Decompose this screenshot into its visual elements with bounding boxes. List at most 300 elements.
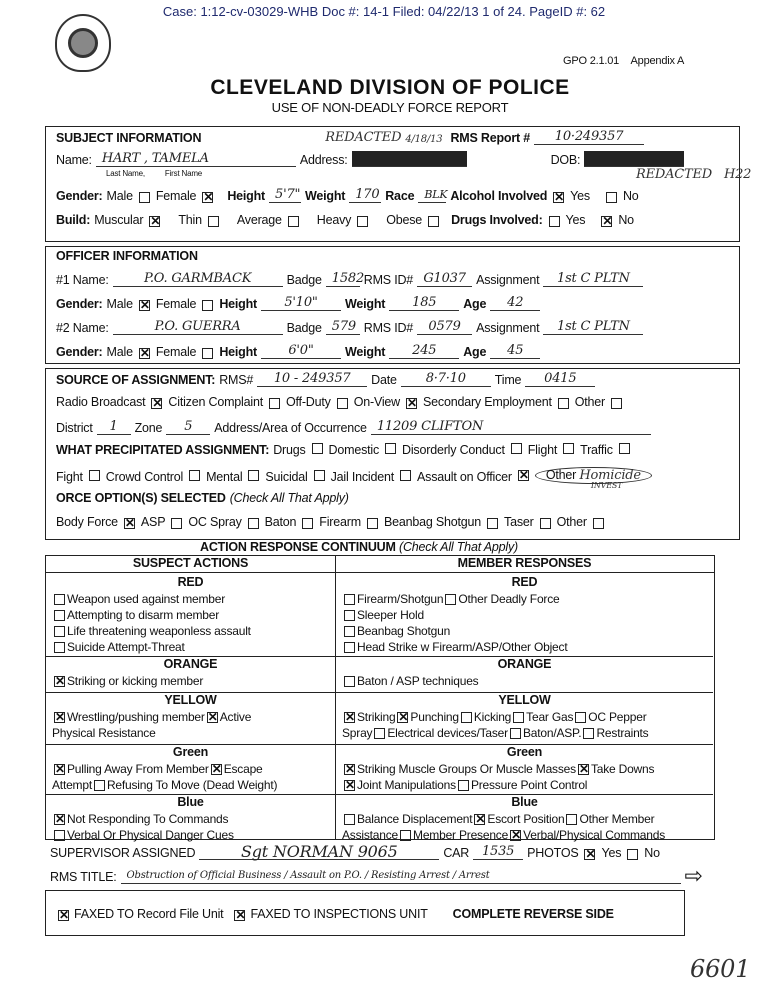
- citizen-complaint-label: Citizen Complaint: [168, 395, 263, 409]
- pulling-away-from-member-checkbox[interactable]: [54, 764, 65, 775]
- baton-checkbox[interactable]: [302, 518, 313, 529]
- joint-manipulations-checkbox[interactable]: [344, 780, 355, 791]
- escape-label: Escape: [223, 762, 263, 776]
- kicking-checkbox[interactable]: [461, 712, 472, 723]
- weapon-used-against-member-label: Weapon used against member: [67, 592, 226, 606]
- other-label: Other: [556, 515, 587, 529]
- gender-label: Gender:: [56, 189, 103, 203]
- average-label: Average: [236, 213, 282, 227]
- escort-position-label: Escort Position: [487, 812, 565, 826]
- assignment-label: Assignment: [476, 321, 540, 335]
- oc-pepper-checkbox[interactable]: [575, 712, 586, 723]
- drugs-no-checkbox[interactable]: [601, 216, 612, 227]
- assault-on-officer-checkbox[interactable]: [518, 470, 529, 481]
- name-field[interactable]: HART , TAMELA: [96, 151, 296, 167]
- sleeper-hold-label: Sleeper Hold: [357, 608, 424, 622]
- traffic-label: Traffic: [580, 443, 613, 457]
- rms-report-label: RMS Report #: [450, 131, 531, 145]
- time-label: Time: [494, 373, 522, 387]
- thin-label: Thin: [178, 213, 202, 227]
- officer-2-details-row: [56, 343, 540, 359]
- beanbag-shotgun-checkbox[interactable]: [344, 626, 355, 637]
- case-header: Case: 1:12-cv-03029-WHB Doc #: 14-1 Filed: 04/22/13 1 of 24. PageID #: 62: [162, 4, 606, 19]
- tear-gas-checkbox[interactable]: [513, 712, 524, 723]
- page-title: CLEVELAND DIVISION OF POLICE: [210, 76, 570, 99]
- balance-displacement-label: Balance Displacement: [357, 812, 473, 826]
- oc-spray-label: OC Spray: [188, 515, 242, 529]
- yes-label: Yes: [565, 213, 586, 227]
- checklist-line: [342, 623, 709, 639]
- weight-label: Weight: [345, 297, 386, 311]
- zone-label: Zone: [134, 421, 163, 435]
- level-yellow-label: YELLOW: [498, 693, 551, 707]
- striking-checkbox[interactable]: [344, 712, 355, 723]
- level-blue-label: Blue: [177, 795, 204, 809]
- force-options-heading: ORCE OPTION(S) SELECTED: [56, 491, 226, 505]
- rms-id-field[interactable]: G1037: [417, 271, 472, 287]
- level-orange-label: ORANGE: [163, 657, 218, 671]
- verbal-or-physical-danger-cues-label: Verbal Or Physical Danger Cues: [67, 828, 234, 842]
- continuum-note: (Check All That Apply): [398, 540, 519, 554]
- supervisor-row: [50, 844, 660, 860]
- pulling-away-from-member-label: Pulling Away From Member: [67, 762, 209, 776]
- pressure-point-control-label: Pressure Point Control: [470, 778, 588, 792]
- radio-broadcast-checkbox[interactable]: [151, 398, 162, 409]
- taser-checkbox[interactable]: [540, 518, 551, 529]
- asp-label: ASP: [140, 515, 166, 529]
- striking-muscle-groups-or-muscle-masses-checkbox[interactable]: [344, 764, 355, 775]
- arrow-icon: ⇨: [684, 863, 703, 888]
- head-strike-w-firearm-asp-other-object-checkbox[interactable]: [344, 642, 355, 653]
- crowd-control-label: Crowd Control: [105, 470, 184, 484]
- muscular-label: Muscular: [94, 213, 144, 227]
- disorderly-conduct-label: Disorderly Conduct: [402, 443, 505, 457]
- suspect-orange-items: [52, 673, 331, 689]
- member-blue-items: [342, 811, 709, 843]
- refusing-to-move-dead-weight-label: Refusing To Move (Dead Weight): [106, 778, 278, 792]
- level-red-label: RED: [177, 575, 204, 589]
- district-label: District: [56, 421, 93, 435]
- fax-inspections-checkbox[interactable]: [234, 910, 245, 921]
- domestic-checkbox[interactable]: [385, 443, 396, 454]
- rms-id-field[interactable]: 0579: [417, 319, 472, 335]
- other-circled: [535, 467, 652, 490]
- address-label: Address:: [299, 153, 348, 167]
- obese-checkbox[interactable]: [428, 216, 439, 227]
- domestic-label: Domestic: [328, 443, 380, 457]
- member-presence-checkbox[interactable]: [400, 830, 411, 841]
- last-name: HART: [101, 151, 140, 166]
- suicide-attempt-threat-checkbox[interactable]: [54, 642, 65, 653]
- checklist-line: [52, 639, 331, 655]
- name-label: Name:: [56, 153, 92, 167]
- male-label: Male: [106, 345, 133, 359]
- checklist-line: [52, 761, 331, 777]
- checklist-line: [52, 591, 331, 607]
- jail-incident-label: Jail Incident: [330, 470, 395, 484]
- tear-gas-label: Tear Gas: [526, 710, 574, 724]
- photos-yes-checkbox[interactable]: [584, 849, 595, 860]
- taser-label: Taser: [504, 515, 534, 529]
- rms-title-field[interactable]: Obstruction of Official Business / Assault on P.O. / Resisting Arrest / Arrest: [121, 868, 681, 884]
- secondary-employment-label: Secondary Employment: [423, 395, 552, 409]
- fax-record-label: FAXED TO Record File Unit: [74, 907, 224, 921]
- body-force-label: Body Force: [56, 515, 118, 529]
- suicidal-checkbox[interactable]: [314, 470, 325, 481]
- officer-information-section: [45, 246, 740, 364]
- mental-checkbox[interactable]: [248, 470, 259, 481]
- restraints-label: Restraints: [596, 726, 649, 740]
- refusing-to-move-dead-weight-checkbox[interactable]: [94, 780, 105, 791]
- officer-1-details-row: [56, 295, 540, 311]
- physical-resistance-label: Physical Resistance: [52, 726, 156, 740]
- verbal-physical-commands-checkbox[interactable]: [510, 830, 521, 841]
- other-field[interactable]: Homicide: [579, 468, 641, 483]
- baton-label: Baton: [264, 515, 297, 529]
- jail-incident-checkbox[interactable]: [400, 470, 411, 481]
- punching-label: Punching: [410, 710, 459, 724]
- suspect-red-items: [52, 591, 331, 655]
- checklist-line: [342, 591, 709, 607]
- checklist-line: [342, 709, 709, 725]
- take-downs-checkbox[interactable]: [578, 764, 589, 775]
- pressure-point-control-checkbox[interactable]: [458, 780, 469, 791]
- weight-label: Weight: [305, 189, 346, 203]
- level-orange-label: ORANGE: [497, 657, 552, 671]
- address-redacted: [352, 151, 467, 167]
- suspect-blue-items: [52, 811, 331, 843]
- suicidal-label: Suicidal: [265, 470, 308, 484]
- beanbag-shotgun-label: Beanbag Shotgun: [357, 624, 451, 638]
- assistance-label: Assistance: [342, 828, 399, 842]
- badge-field[interactable]: 1582: [326, 271, 360, 287]
- time-field[interactable]: 0415: [525, 371, 595, 387]
- checklist-line: [342, 777, 709, 793]
- male-checkbox[interactable]: [139, 192, 150, 203]
- active-checkbox[interactable]: [207, 712, 218, 723]
- other-member-checkbox[interactable]: [566, 814, 577, 825]
- on-view-checkbox[interactable]: [406, 398, 417, 409]
- disorderly-conduct-checkbox[interactable]: [511, 443, 522, 454]
- action-response-table: [45, 555, 715, 840]
- male-label: Male: [106, 189, 133, 203]
- fax-section: [45, 890, 685, 936]
- head-strike-w-firearm-asp-other-object-label: Head Strike w Firearm/ASP/Other Object: [357, 640, 568, 654]
- occurrence-address-label: Address/Area of Occurrence: [214, 421, 367, 435]
- date-label: Date: [371, 373, 397, 387]
- female-checkbox[interactable]: [202, 192, 213, 203]
- age-field[interactable]: 45: [490, 343, 540, 359]
- member-responses-header: MEMBER RESPONSES: [457, 556, 592, 570]
- spray-label: Spray: [342, 726, 373, 740]
- checklist-line: [342, 725, 709, 741]
- alcohol-yes-checkbox[interactable]: [553, 192, 564, 203]
- on-view-label: On-View: [353, 395, 401, 409]
- first-name-sublabel: First Name: [164, 169, 203, 178]
- muscular-checkbox[interactable]: [149, 216, 160, 227]
- suicide-attempt-threat-label: Suicide Attempt-Threat: [67, 640, 185, 654]
- checklist-line: [52, 607, 331, 623]
- drugs-checkbox[interactable]: [312, 443, 323, 454]
- height-label: Height: [219, 345, 257, 359]
- female-label: Female: [155, 345, 197, 359]
- not-responding-to-commands-checkbox[interactable]: [54, 814, 65, 825]
- striking-or-kicking-member-label: Striking or kicking member: [67, 674, 204, 688]
- source-of-assignment-section: [45, 368, 740, 540]
- badge-field[interactable]: 579: [326, 319, 360, 335]
- off-duty-checkbox[interactable]: [337, 398, 348, 409]
- obese-label: Obese: [386, 213, 423, 227]
- striking-or-kicking-member-checkbox[interactable]: [54, 676, 65, 687]
- precipitated-heading: WHAT PRECIPITATED ASSIGNMENT:: [56, 443, 270, 457]
- other-deadly-force-label: Other Deadly Force: [458, 592, 560, 606]
- joint-manipulations-label: Joint Manipulations: [357, 778, 456, 792]
- other-label: Other: [545, 468, 577, 482]
- badge-label: Badge: [286, 273, 322, 287]
- level-green-label: Green: [506, 745, 543, 759]
- secondary-employment-checkbox[interactable]: [558, 398, 569, 409]
- supervisor-field[interactable]: Sgt NORMAN 9065: [199, 844, 439, 860]
- striking-muscle-groups-or-muscle-masses-label: Striking Muscle Groups Or Muscle Masses: [357, 762, 576, 776]
- badge-label: Badge: [286, 321, 322, 335]
- weapon-used-against-member-checkbox[interactable]: [54, 594, 65, 605]
- checklist-line: [52, 777, 331, 793]
- thin-checkbox[interactable]: [208, 216, 219, 227]
- redacted-note: REDACTED: [325, 130, 402, 145]
- weight-field[interactable]: 245: [389, 343, 459, 359]
- balance-displacement-checkbox[interactable]: [344, 814, 355, 825]
- mental-label: Mental: [206, 470, 243, 484]
- checklist-line: [342, 607, 709, 623]
- life-threatening-weaponless-assault-label: Life threatening weaponless assault: [67, 624, 251, 638]
- source-heading: SOURCE OF ASSIGNMENT:: [56, 373, 216, 387]
- wrestling-pushing-member-label: Wrestling/pushing member: [67, 710, 205, 724]
- oc-pepper-label: OC Pepper: [588, 710, 647, 724]
- traffic-checkbox[interactable]: [619, 443, 630, 454]
- active-label: Active: [219, 710, 252, 724]
- height-field[interactable]: 5'10": [261, 295, 341, 311]
- age-label: Age: [463, 297, 487, 311]
- rms-label: RMS#: [219, 373, 254, 387]
- checklist-line: [52, 673, 331, 689]
- baton-asp-techniques-checkbox[interactable]: [344, 676, 355, 687]
- height-field[interactable]: 6'0": [261, 343, 341, 359]
- suspect-actions-column: [46, 556, 336, 842]
- rms-title-label: RMS TITLE:: [50, 870, 117, 884]
- baton-asp-checkbox[interactable]: [510, 728, 521, 739]
- continuum-title: ACTION RESPONSE CONTINUUM: [200, 540, 396, 554]
- zone-field[interactable]: 5: [166, 419, 210, 435]
- rms-report-field[interactable]: 10·249357: [534, 129, 644, 145]
- section-heading: SUBJECT INFORMATION: [56, 131, 202, 145]
- gender-label: Gender:: [56, 297, 103, 311]
- checklist-line: [52, 623, 331, 639]
- average-checkbox[interactable]: [288, 216, 299, 227]
- section-heading: OFFICER INFORMATION: [56, 249, 198, 263]
- subject-information-section: [45, 126, 752, 242]
- force-note: (Check All That Apply): [229, 491, 349, 505]
- firearm-checkbox[interactable]: [367, 518, 378, 529]
- checklist-line: [342, 811, 709, 827]
- female-checkbox[interactable]: [202, 300, 213, 311]
- weight-field[interactable]: 170: [349, 187, 381, 203]
- assignment-field[interactable]: 1st C PLTN: [543, 271, 643, 287]
- heavy-checkbox[interactable]: [357, 216, 368, 227]
- fight-checkbox[interactable]: [89, 470, 100, 481]
- assignment-label: Assignment: [476, 273, 540, 287]
- dob-label: DOB:: [550, 153, 581, 167]
- yes-label: Yes: [601, 846, 622, 860]
- checklist-line: [342, 673, 709, 689]
- appendix-label: Appendix A: [630, 55, 685, 67]
- drugs-label: Drugs: [273, 443, 306, 457]
- continuum-title-row: [200, 540, 518, 554]
- suspect-yellow-items: [52, 709, 331, 741]
- male-label: Male: [106, 297, 133, 311]
- flight-label: Flight: [527, 443, 558, 457]
- member-red-items: [342, 591, 709, 655]
- sleeper-hold-checkbox[interactable]: [344, 610, 355, 621]
- verbal-or-physical-danger-cues-checkbox[interactable]: [54, 830, 65, 841]
- escort-position-checkbox[interactable]: [474, 814, 485, 825]
- drugs-label: Drugs Involved:: [451, 213, 543, 227]
- age-label: Age: [463, 345, 487, 359]
- female-checkbox[interactable]: [202, 348, 213, 359]
- male-checkbox[interactable]: [139, 300, 150, 311]
- officer-1-row: [56, 271, 643, 287]
- alcohol-no-checkbox[interactable]: [606, 192, 617, 203]
- escape-checkbox[interactable]: [211, 764, 222, 775]
- gender-label: Gender:: [56, 345, 103, 359]
- citizen-complaint-checkbox[interactable]: [269, 398, 280, 409]
- officer-number-label: #1 Name:: [56, 273, 109, 287]
- other-member-label: Other Member: [579, 812, 655, 826]
- other-sub-note: INVEST: [590, 481, 623, 490]
- no-label: No: [644, 846, 660, 860]
- asp-checkbox[interactable]: [171, 518, 182, 529]
- kicking-label: Kicking: [473, 710, 512, 724]
- beanbag-shotgun-checkbox[interactable]: [487, 518, 498, 529]
- first-name: TAMELA: [151, 151, 209, 166]
- oc-spray-checkbox[interactable]: [248, 518, 259, 529]
- checklist-line: [342, 761, 709, 777]
- striking-label: Striking: [357, 710, 396, 724]
- district-field[interactable]: 1: [97, 419, 131, 435]
- attempt-label: Attempt: [52, 778, 92, 792]
- date-note: 4/18/13: [405, 134, 443, 145]
- officer-name-field[interactable]: P.O. GUERRA: [113, 319, 283, 335]
- radio-broadcast-label: Radio Broadcast: [56, 395, 146, 409]
- not-responding-to-commands-label: Not Responding To Commands: [67, 812, 229, 826]
- weight-field[interactable]: 185: [389, 295, 459, 311]
- male-checkbox[interactable]: [139, 348, 150, 359]
- other-label: Other: [574, 395, 605, 409]
- wrestling-pushing-member-checkbox[interactable]: [54, 712, 65, 723]
- member-orange-items: [342, 673, 709, 689]
- assignment-field[interactable]: 1st C PLTN: [543, 319, 643, 335]
- member-green-items: [342, 761, 709, 793]
- age-field[interactable]: 42: [490, 295, 540, 311]
- weight-label: Weight: [345, 345, 386, 359]
- checklist-line: [52, 827, 331, 843]
- suspect-green-items: [52, 761, 331, 793]
- take-downs-label: Take Downs: [590, 762, 655, 776]
- race-label: Race: [385, 189, 415, 203]
- fax-record-checkbox[interactable]: [58, 910, 69, 921]
- drugs-yes-checkbox[interactable]: [549, 216, 560, 227]
- body-force-checkbox[interactable]: [124, 518, 135, 529]
- race-field[interactable]: BLK: [418, 187, 446, 203]
- police-badge-logo: [55, 14, 111, 72]
- officer-2-row: [56, 319, 643, 335]
- heavy-label: Heavy: [316, 213, 352, 227]
- occurrence-address-field[interactable]: 11209 CLIFTON: [371, 419, 651, 435]
- life-threatening-weaponless-assault-checkbox[interactable]: [54, 626, 65, 637]
- no-label: No: [618, 213, 634, 227]
- complete-reverse-label: COMPLETE REVERSE SIDE: [452, 907, 614, 921]
- verbal-physical-commands-label: Verbal/Physical Commands: [523, 828, 666, 842]
- page-subtitle: USE OF NON-DEADLY FORCE REPORT: [271, 100, 509, 115]
- member-responses-column: [336, 556, 713, 842]
- height-field[interactable]: 5'7": [269, 187, 301, 203]
- crowd-control-checkbox[interactable]: [189, 470, 200, 481]
- no-label: No: [622, 189, 639, 203]
- electrical-devices-taser-checkbox[interactable]: [374, 728, 385, 739]
- attempting-to-disarm-member-checkbox[interactable]: [54, 610, 65, 621]
- fight-label: Fight: [56, 470, 83, 484]
- margin-note: H22: [723, 167, 752, 182]
- baton-asp-label: Baton/ASP.: [522, 726, 582, 740]
- level-blue-label: Blue: [511, 795, 538, 809]
- last-name-sublabel: Last Name,: [106, 169, 145, 178]
- baton-asp-techniques-label: Baton / ASP techniques: [357, 674, 479, 688]
- off-duty-label: Off-Duty: [285, 395, 331, 409]
- beanbag-shotgun-label: Beanbag Shotgun: [383, 515, 482, 529]
- rms-title-row: [50, 863, 703, 888]
- flight-checkbox[interactable]: [563, 443, 574, 454]
- height-label: Height: [227, 189, 265, 203]
- checklist-line: [52, 709, 331, 725]
- source-rms-field[interactable]: 10 - 249357: [257, 371, 367, 387]
- car-label: CAR: [443, 846, 470, 860]
- firearm-label: Firearm: [319, 515, 361, 529]
- supervisor-label: SUPERVISOR ASSIGNED: [50, 846, 196, 860]
- restraints-checkbox[interactable]: [583, 728, 594, 739]
- other-deadly-force-checkbox[interactable]: [445, 594, 456, 605]
- officer-name-field[interactable]: P.O. GARMBACK: [113, 271, 283, 287]
- gpo-number: GPO 2.1.01: [563, 55, 620, 67]
- female-label: Female: [155, 189, 197, 203]
- photos-no-checkbox[interactable]: [627, 849, 638, 860]
- other-checkbox[interactable]: [593, 518, 604, 529]
- officer-number-label: #2 Name:: [56, 321, 109, 335]
- punching-checkbox[interactable]: [397, 712, 408, 723]
- form-code: [563, 55, 684, 67]
- dob-redacted: [584, 151, 684, 167]
- firearm-shotgun-checkbox[interactable]: [344, 594, 355, 605]
- photos-label: PHOTOS: [527, 846, 579, 860]
- level-green-label: Green: [172, 745, 209, 759]
- handwritten-number: 6601: [690, 955, 751, 983]
- female-label: Female: [155, 297, 197, 311]
- car-field[interactable]: 1535: [473, 844, 523, 860]
- level-red-label: RED: [511, 575, 538, 589]
- date-field[interactable]: 8·7·10: [401, 371, 491, 387]
- build-label: Build:: [56, 213, 91, 227]
- checklist-line: [342, 827, 709, 843]
- other-checkbox[interactable]: [611, 398, 622, 409]
- checklist-line: [52, 811, 331, 827]
